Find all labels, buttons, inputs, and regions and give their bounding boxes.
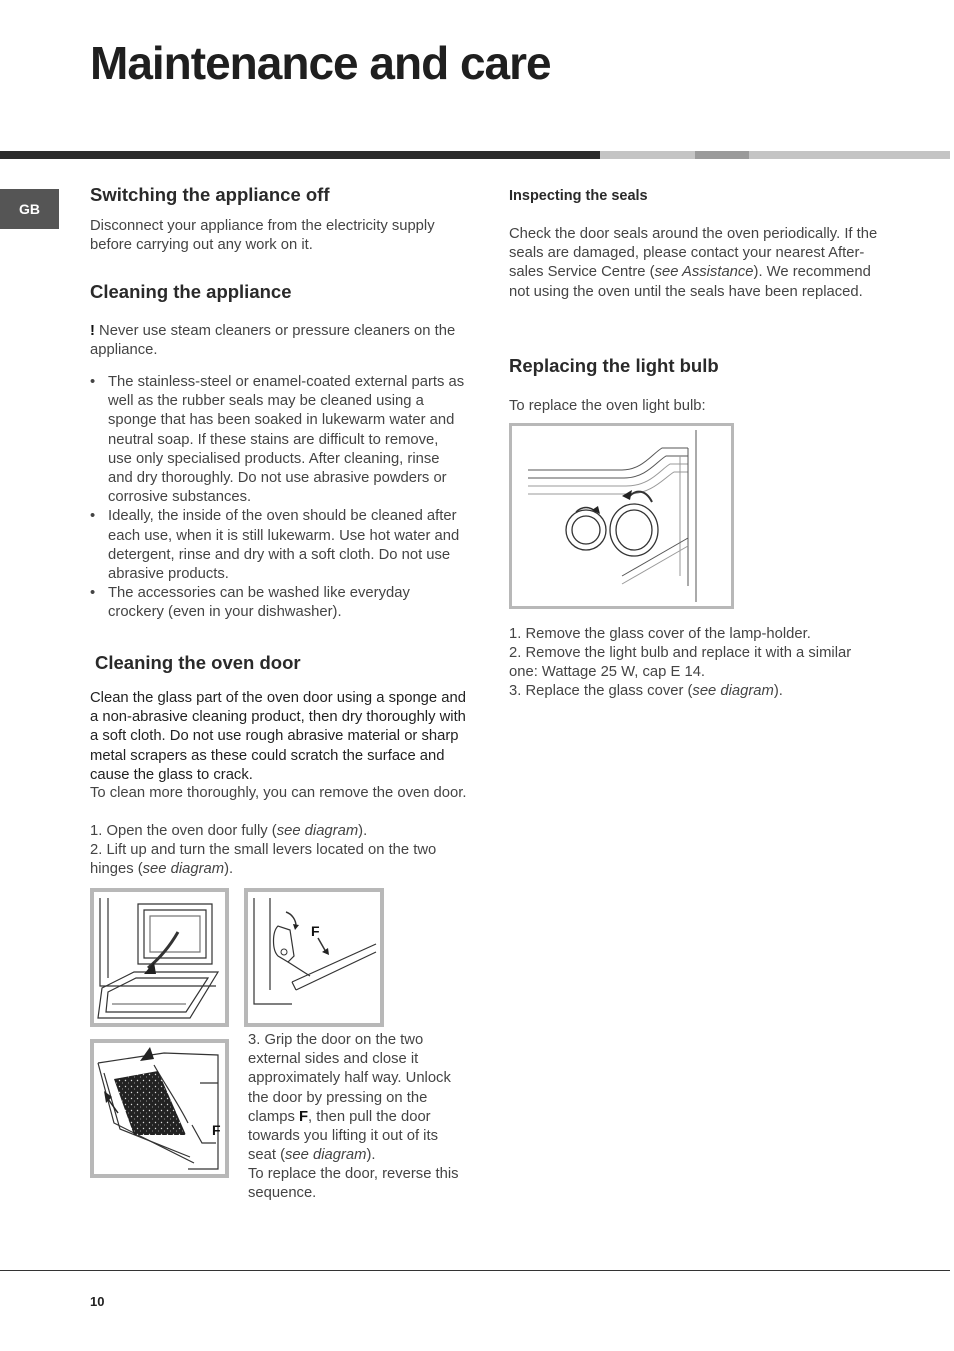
- see-assistance-ref: see Assistance: [654, 264, 754, 281]
- see-diagram-ref: see diagram: [142, 861, 225, 878]
- see-diagram-ref: see diagram: [285, 1147, 367, 1164]
- list-item: • The accessories can be washed like everyday crockery (even in your dishwasher).: [90, 584, 465, 622]
- door-step-1: [90, 822, 468, 841]
- see-diagram-ref: see diagram: [276, 823, 359, 839]
- step-text: 3. Replace the glass cover (: [509, 683, 693, 699]
- step-text-end: ).: [773, 683, 783, 699]
- warning-mark: !: [90, 323, 95, 339]
- list-item: • Ideally, the inside of the oven should be cleaned after each use, when it is still lukewarm. Use hot water and detergent, rinse and dry with a soft cloth. Do not use abrasive products.: [90, 507, 465, 584]
- light-bulb-step-1: 1. Remove the glass cover of the lamp-holder.: [509, 626, 811, 642]
- language-tab: GB: [0, 189, 59, 229]
- step-text-end: ).: [358, 823, 368, 839]
- page-number: 10: [90, 1294, 105, 1309]
- page-title: Maintenance and care: [90, 37, 551, 89]
- door-removal-diagram: [90, 1039, 229, 1178]
- clamp-label: F: [212, 1122, 221, 1138]
- cleaning-bullets: [90, 373, 465, 623]
- door-cleaning-intro: Clean the glass part of the oven door using a sponge and a non-abrasive cleaning product, then dry thoroughly with a soft cloth. Do not use rough abrasive material or sharp metal scrapers as these could scratch the surface and cause the glass to crack.: [90, 690, 466, 783]
- open-door-drawing: [94, 892, 225, 1023]
- switching-off-text: Disconnect your appliance from the electricity supply before carrying out any work on it.: [90, 218, 435, 254]
- seals-text: [509, 225, 884, 302]
- door-step-3: [248, 1031, 468, 1165]
- header-bar-light-segment: [600, 151, 695, 159]
- step-text-end: ).: [224, 861, 234, 878]
- header-bar-mid-segment: [695, 151, 749, 159]
- step-text-end: ).: [366, 1147, 376, 1164]
- light-bulb-step-3: [509, 682, 884, 701]
- door-remove-text: To clean more thoroughly, you can remove the oven door.: [90, 785, 467, 801]
- heading-switching-off: Switching the appliance off: [90, 184, 330, 205]
- see-diagram-ref: see diagram: [692, 683, 774, 699]
- light-bulb-diagram: [509, 423, 734, 609]
- light-bulb-intro: To replace the oven light bulb:: [509, 398, 706, 414]
- open-door-diagram: [90, 888, 229, 1027]
- step-text: 2. Lift up and turn the small levers located on the two hinges (: [90, 842, 437, 878]
- light-bulb-step-2: 2. Remove the light bulb and replace it with a similar one: Wattage 25 W, cap E 14.: [509, 645, 852, 681]
- steam-cleaner-warning: [90, 322, 470, 360]
- heading-cleaning-door: Cleaning the oven door: [95, 652, 301, 673]
- footer-rule: [0, 1270, 950, 1271]
- seals-text-start: Check the door seals around the oven periodically. If the seals are damaged, please contact your nearest After-sales Service Centre (: [509, 226, 878, 281]
- heading-cleaning-appliance: Cleaning the appliance: [90, 281, 292, 302]
- door-replace-text: To replace the door, reverse this sequence.: [248, 1166, 459, 1202]
- hinge-lever-drawing: [248, 892, 380, 1023]
- header-bar-light-segment-end: [749, 151, 950, 159]
- step-text: 3. Grip the door on the two external sides and close it approximately half way. Unlock the door by pressing on the clamps: [248, 1032, 451, 1125]
- clamp-label: F: [311, 923, 320, 939]
- light-bulb-drawing: [512, 426, 731, 606]
- step-text: , then pull the door towards you lifting it out of its seat (: [248, 1108, 438, 1164]
- seals-text-end: ). We recommend not using the oven until the seals have been replaced.: [509, 264, 871, 300]
- step-text: 1. Open the oven door fully (: [90, 823, 277, 839]
- door-removal-drawing: [94, 1043, 225, 1174]
- list-item: • The stainless-steel or enamel-coated external parts as well as the rubber seals may be cleaned using a sponge that has been soaked in lukewarm water and neutral soap. If these stains are difficult to remove, use only specialised products. After cleaning, rinse and dry thoroughly. Do not use abrasive powders or corrosive substances.: [90, 373, 465, 507]
- clamp-letter: F: [298, 1108, 309, 1125]
- warning-text: Never use steam cleaners or pressure cleaners on the appliance.: [90, 323, 456, 359]
- header-bar-dark: [0, 151, 600, 159]
- heading-inspecting-seals: Inspecting the seals: [509, 188, 648, 204]
- heading-light-bulb: Replacing the light bulb: [509, 355, 719, 376]
- door-step-2: [90, 841, 468, 879]
- hinge-lever-diagram: [244, 888, 384, 1027]
